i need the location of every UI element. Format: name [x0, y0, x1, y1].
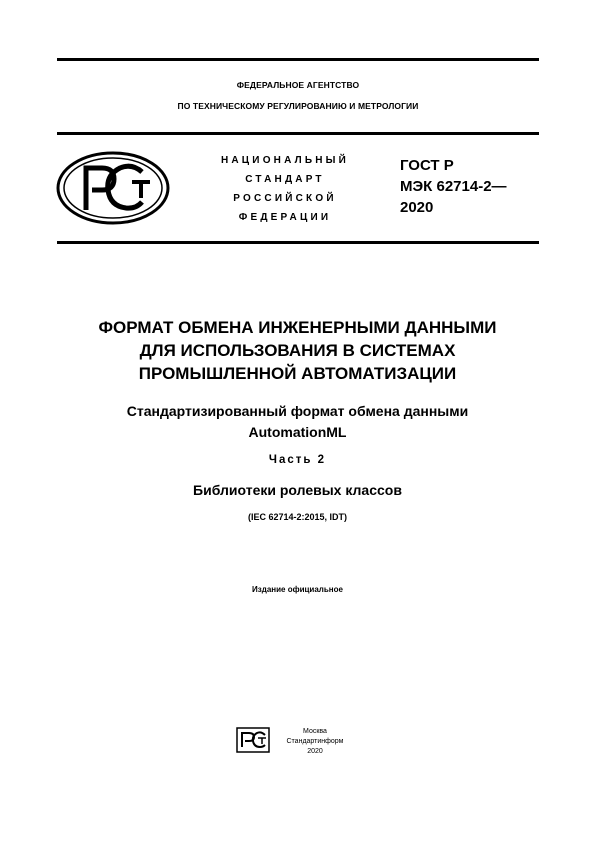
publisher-city: Москва — [303, 728, 327, 735]
gost-r-logo-icon — [56, 150, 170, 226]
standartinform-logo-icon — [236, 727, 270, 753]
subtitle-line-2: AutomationML — [248, 424, 347, 440]
standard-code-line-3: 2020 — [400, 199, 434, 216]
top-rule — [57, 58, 539, 61]
code-rule — [57, 241, 539, 244]
standard-code-line-2: МЭК 62714-2— — [400, 178, 507, 195]
title-line-2: ДЛЯ ИСПОЛЬЗОВАНИЯ В СИСТЕМАХ — [139, 341, 456, 360]
iec-reference: (IEC 62714-2:2015, IDT) — [247, 512, 348, 522]
national-standard-line-2: СТАНДАРТ — [245, 174, 325, 185]
edition-label: Издание официальное — [252, 585, 343, 594]
part-title: Библиотеки ролевых классов — [193, 482, 402, 498]
subtitle-line-1: Стандартизированный формат обмена данными — [126, 403, 469, 419]
part-number: Часть 2 — [268, 454, 327, 466]
publisher-year: 2020 — [307, 748, 323, 755]
agency-line-1: ФЕДЕРАЛЬНОЕ АГЕНТСТВО — [236, 80, 360, 90]
agency-line-2: ПО ТЕХНИЧЕСКОМУ РЕГУЛИРОВАНИЮ И МЕТРОЛОГИИ — [177, 101, 419, 111]
title-line-1: ФОРМАТ ОБМЕНА ИНЖЕНЕРНЫМИ ДАННЫМИ — [98, 318, 497, 337]
standard-code-line-1: ГОСТ Р — [400, 157, 454, 174]
national-standard-line-3: РОССИЙСКОЙ — [233, 193, 337, 204]
national-standard-line-4: ФЕДЕРАЦИИ — [238, 212, 332, 223]
header-rule — [57, 132, 539, 135]
publisher-name: Стандартинформ — [286, 738, 344, 745]
title-line-3: ПРОМЫШЛЕННОЙ АВТОМАТИЗАЦИИ — [138, 364, 457, 383]
national-standard-line-1: НАЦИОНАЛЬНЫЙ — [220, 155, 350, 166]
